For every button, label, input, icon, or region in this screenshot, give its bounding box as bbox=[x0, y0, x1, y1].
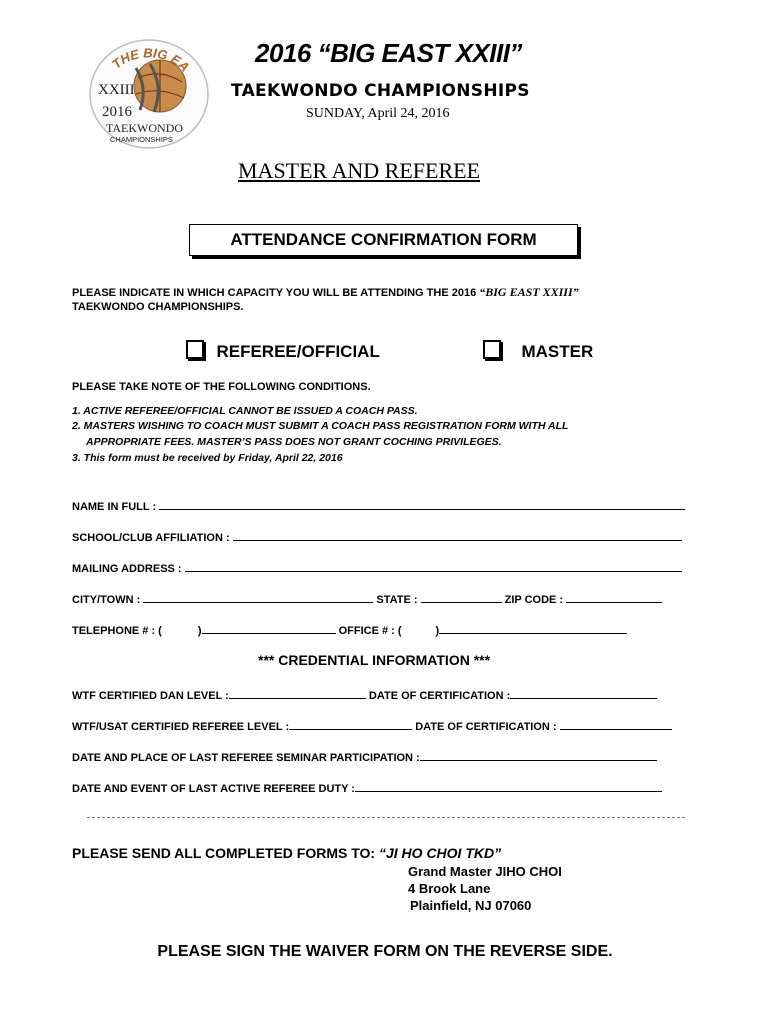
city-state-zip-row bbox=[72, 591, 662, 606]
name-line[interactable] bbox=[159, 498, 685, 510]
school-line[interactable] bbox=[233, 529, 682, 541]
zip-line[interactable] bbox=[566, 591, 662, 603]
form-title-box bbox=[189, 224, 578, 256]
waiver-notice: PLEASE SIGN THE WAIVER FORM ON THE REVERSE SIDE. bbox=[157, 943, 613, 960]
school-field[interactable] bbox=[72, 529, 682, 544]
duty-line[interactable] bbox=[355, 780, 662, 792]
dan-date-line[interactable] bbox=[510, 687, 657, 699]
recipient-street: 4 Brook Lane bbox=[408, 881, 491, 896]
intro-line1 bbox=[72, 285, 579, 300]
referee-date-label: DATE OF CERTIFICATION : bbox=[412, 721, 560, 733]
send-recipient: “JI HO CHOI TKD” bbox=[378, 845, 502, 861]
mailing-line[interactable] bbox=[185, 560, 682, 572]
referee-level-row bbox=[72, 718, 672, 733]
master-label: MASTER bbox=[521, 342, 594, 361]
referee-date-line[interactable] bbox=[560, 718, 672, 730]
condition-2a: 2. MASTERS WISHING TO COACH MUST SUBMIT A COACH PASS REGISTRATION FORM WITH ALL bbox=[72, 420, 569, 432]
phone-row bbox=[72, 622, 627, 637]
office-close: ) bbox=[435, 625, 440, 637]
event-date: SUNDAY, April 24, 2016 bbox=[306, 106, 450, 121]
logo-year: 2016 bbox=[102, 104, 132, 120]
referee-checkbox[interactable] bbox=[186, 340, 204, 359]
logo-line1: TAEKWONDO bbox=[106, 121, 184, 135]
state-label: STATE : bbox=[373, 594, 421, 606]
intro-text: PLEASE INDICATE IN WHICH CAPACITY YOU WILL BE ATTENDING THE 2016 bbox=[72, 287, 480, 299]
master-checkbox[interactable] bbox=[483, 340, 501, 359]
telephone-label: TELEPHONE # : ( bbox=[72, 625, 162, 637]
form-title: ATTENDANCE CONFIRMATION FORM bbox=[230, 230, 537, 249]
intro-line2: TAEKWONDO CHAMPIONSHIPS. bbox=[72, 301, 244, 313]
page-heading: MASTER AND REFEREE bbox=[238, 158, 481, 183]
dan-row bbox=[72, 687, 657, 702]
mailing-field[interactable] bbox=[72, 560, 682, 575]
dan-label: WTF CERTIFIED DAN LEVEL : bbox=[72, 690, 229, 702]
condition-2b: APPROPRIATE FEES. MASTER’S PASS DOES NOT GRANT COCHING PRIVILEGES. bbox=[86, 436, 502, 448]
conditions-heading: PLEASE TAKE NOTE OF THE FOLLOWING CONDITIONS. bbox=[72, 381, 371, 393]
seminar-label: DATE AND PLACE OF LAST REFEREE SEMINAR PARTICIPATION : bbox=[72, 752, 420, 764]
event-subtitle: TAEKWONDO CHAMPIONSHIPS bbox=[231, 81, 530, 101]
referee-option[interactable] bbox=[186, 340, 380, 362]
state-line[interactable] bbox=[421, 591, 502, 603]
logo-line2: CHAMPIONSHIPS bbox=[110, 135, 173, 144]
dashed-divider bbox=[87, 817, 685, 818]
intro-event-name: “BIG EAST XXIII” bbox=[479, 285, 579, 299]
office-line[interactable] bbox=[439, 622, 627, 634]
duty-row bbox=[72, 780, 662, 795]
condition-3: 3. This form must be received by Friday, April 22, 2016 bbox=[72, 452, 343, 464]
event-logo bbox=[88, 38, 210, 150]
seminar-row bbox=[72, 749, 657, 764]
referee-label: REFEREE/OFFICIAL bbox=[216, 342, 380, 361]
logo-arc-text: THE BIG EA bbox=[109, 45, 193, 75]
dan-date-label: DATE OF CERTIFICATION : bbox=[365, 690, 511, 702]
referee-level-line[interactable] bbox=[289, 718, 412, 730]
event-title: 2016 “BIG EAST XXIII” bbox=[255, 38, 522, 68]
zip-label: ZIP CODE : bbox=[501, 594, 567, 606]
send-label: PLEASE SEND ALL COMPLETED FORMS TO: bbox=[72, 845, 379, 861]
send-to bbox=[72, 845, 501, 861]
school-label: SCHOOL/CLUB AFFILIATION : bbox=[72, 532, 233, 544]
referee-level-label: WTF/USAT CERTIFIED REFEREE LEVEL : bbox=[72, 721, 290, 733]
telephone-close: ) bbox=[197, 625, 202, 637]
city-line[interactable] bbox=[143, 591, 373, 603]
credential-heading: *** CREDENTIAL INFORMATION *** bbox=[258, 652, 491, 668]
condition-1: 1. ACTIVE REFEREE/OFFICIAL CANNOT BE ISSUED A COACH PASS. bbox=[72, 405, 418, 417]
logo-numeral: XXIII bbox=[98, 82, 135, 98]
city-label: CITY/TOWN : bbox=[72, 594, 144, 606]
name-field[interactable] bbox=[72, 498, 685, 513]
recipient-city: Plainfield, NJ 07060 bbox=[410, 898, 532, 913]
duty-label: DATE AND EVENT OF LAST ACTIVE REFEREE DUTY : bbox=[72, 783, 355, 795]
master-option[interactable] bbox=[483, 340, 593, 362]
telephone-line[interactable] bbox=[202, 622, 336, 634]
office-label: OFFICE # : ( bbox=[335, 625, 402, 637]
dan-line[interactable] bbox=[229, 687, 366, 699]
mailing-label: MAILING ADDRESS : bbox=[72, 563, 185, 575]
seminar-line[interactable] bbox=[420, 749, 657, 761]
recipient-name: Grand Master JIHO CHOI bbox=[408, 864, 562, 879]
name-label: NAME IN FULL : bbox=[72, 501, 160, 513]
